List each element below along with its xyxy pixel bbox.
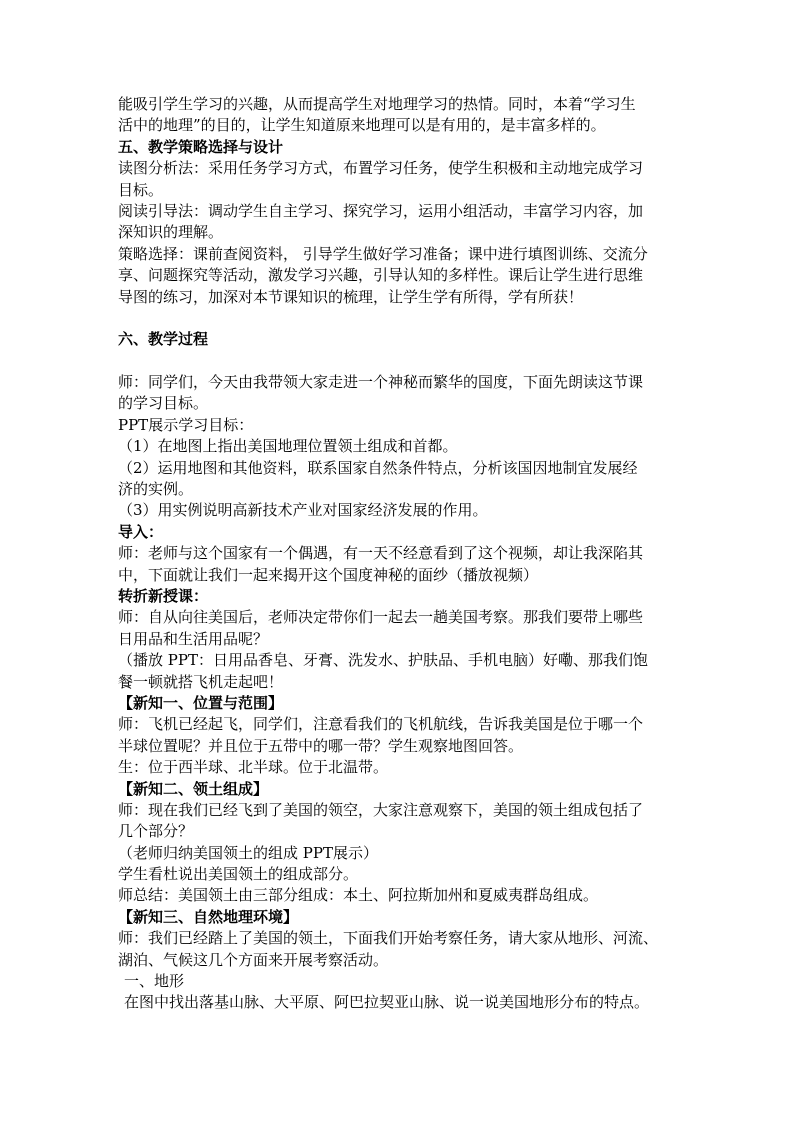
paragraph-line: 湖泊、气候这几个方面来开展考察活动。 [118, 950, 389, 969]
paragraph-line: 策略选择：课前查阅资料， 引导学生做好学习准备；课中进行填图训练、交流分 [118, 244, 648, 263]
paragraph-line: （老师归纳美国领土的组成 PPT展示） [118, 843, 378, 862]
subheading-intro: 导入： [118, 522, 164, 541]
blank-line [118, 351, 683, 372]
paragraph-line: 目标。 [118, 180, 164, 199]
paragraph-line: 活中的地理”的目的，让学生知道原来地理可以是有用的，是丰富多样的。 [118, 116, 606, 135]
section-heading-strategy: 五、教学策略选择与设计 [118, 137, 284, 156]
paragraph-line: 师：我们已经踏上了美国的领土，下面我们开始考察任务，请大家从地形、河流、 [118, 929, 659, 948]
paragraph-line: 半球位置呢？并且位于五带中的哪一带？学生观察地图回答。 [118, 736, 524, 755]
paragraph-line: 读图分析法：采用任务学习方式，布置学习任务，使学生积极和主动地完成学习 [118, 159, 644, 178]
paragraph-line: 学生看杜说出美国领土的组成部分。 [118, 865, 359, 884]
paragraph-line: 日用品和生活用品呢？ [118, 629, 269, 648]
paragraph-line: 阅读引导法：调动学生自主学习、探究学习，运用小组活动，丰富学习内容，加 [118, 201, 644, 220]
paragraph-line: PPT展示学习目标： [118, 415, 254, 434]
subheading-new-knowledge-1: 【新知一、位置与范围】 [118, 693, 284, 712]
paragraph-line: 师：自从向往美国后，老师决定带你们一起去一趟美国考察。那我们要带上哪些 [118, 608, 644, 627]
subheading-transition: 转折新授课： [118, 586, 209, 605]
goal-item: （2）运用地图和其他资料，联系国家自然条件特点，分析该国因地制宜发展经 [118, 458, 638, 477]
goal-item: （1）在地图上指出美国地理位置领土组成和首都。 [118, 437, 458, 456]
paragraph-line: 的学习目标。 [118, 394, 209, 413]
paragraph-line: 导图的练习，加深对本节课知识的梳理，让学生学有所得，学有所获！ [118, 287, 584, 306]
paragraph-line: 师：老师与这个国家有一个偶遇，有一天不经意看到了这个视频，却让我深陷其 [118, 544, 644, 563]
paragraph-line: 师总结：美国领土由三部分组成：本土、阿拉斯加州和夏威夷群岛组成。 [118, 886, 599, 905]
subheading-new-knowledge-2: 【新知二、领土组成】 [118, 779, 269, 798]
paragraph-line: 几个部分？ [118, 822, 194, 841]
paragraph-line: 享、问题探究等活动，激发学习兴趣，引导认知的多样性。课后让学生进行思维 [118, 266, 644, 285]
subsection-terrain: 一、地形 [124, 972, 185, 991]
goal-item: （3）用实例说明高新技术产业对国家经济发展的作用。 [118, 501, 488, 520]
document-page [118, 94, 683, 1014]
paragraph-line: 能吸引学生学习的兴趣，从而提高学生对地理学习的热情。同时，本着“学习生 [118, 95, 636, 113]
paragraph-line: 师：飞机已经起飞，同学们，注意看我们的飞机航线，告诉我美国是位于哪一个 [118, 715, 644, 734]
paragraph-line: 餐一顿就搭飞机走起吧！ [118, 672, 284, 691]
section-heading-process: 六、教学过程 [118, 330, 209, 349]
paragraph-line: 在图中找出落基山脉、大平原、阿巴拉契亚山脉、说一说美国地形分布的特点。 [124, 993, 650, 1012]
paragraph-line: 生：位于西半球、北半球。位于北温带。 [118, 758, 389, 777]
paragraph-line: 济的实例。 [118, 480, 194, 499]
paragraph-line: 师：现在我们已经飞到了美国的领空，大家注意观察下，美国的领土组成包括了 [118, 800, 644, 819]
paragraph-line: 师：同学们，今天由我带领大家走进一个神秘而繁华的国度，下面先朗读这节课 [118, 373, 644, 392]
paragraph-line: 中，下面就让我们一起来揭开这个国度神秘的面纱（播放视频） [118, 565, 539, 584]
paragraph-line: （播放 PPT：日用品香皂、牙膏、洗发水、护肤品、手机电脑）好嘞、那我们饱 [118, 651, 648, 670]
subheading-new-knowledge-3: 【新知三、自然地理环境】 [118, 907, 299, 926]
blank-line [118, 308, 683, 329]
paragraph-line: 深知识的理解。 [118, 223, 224, 242]
